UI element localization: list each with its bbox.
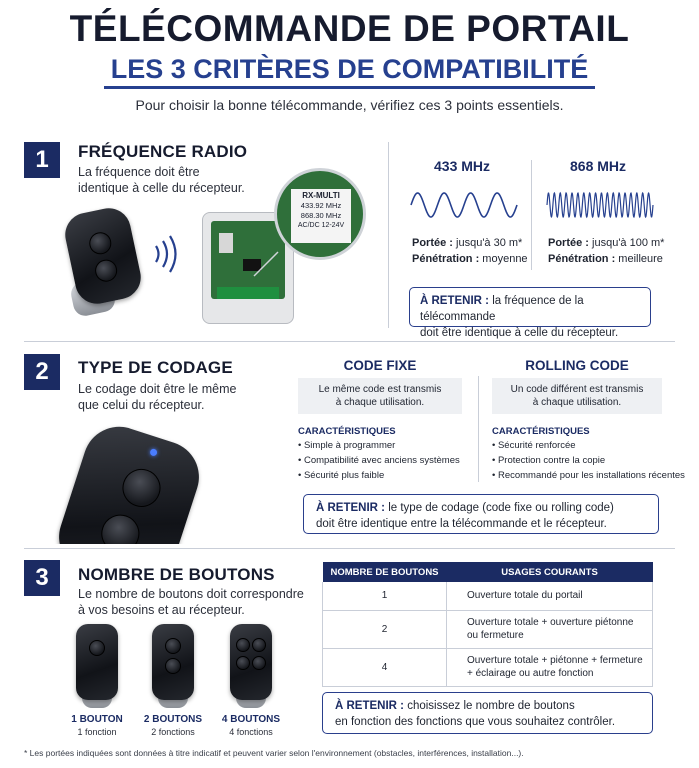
list-item: • Compatibilité avec anciens systèmes [298,455,460,466]
list-item: • Simple à programmer [298,440,396,451]
receiver-label-line4: AC/DC 12-24V [297,222,345,229]
list-item: • Protection contre la copie [492,455,606,466]
remote-large-image [50,418,210,544]
section-2-title: TYPE DE CODAGE [78,358,233,377]
section-3-desc-line2: à vos besoins et au récepteur. [78,603,245,617]
code-fixe-features [298,438,460,483]
freq-divider [531,160,532,270]
subtitle-underline [104,86,595,89]
remote-4-sub: 4 fonctions [229,727,273,737]
freq-868-range: Portée : jusqu'à 100 m* [548,237,665,249]
table-header-usages: USAGES COURANTS [447,562,653,582]
footnote: * Les portées indiquées sont données à titre indicatif et peuvent varier selon l'environnement (obstacles, interférences, installation...). [24,748,524,758]
page-title: TÉLÉCOMMANDE DE PORTAIL [69,8,630,49]
divider-1-2 [24,341,675,342]
table-header-buttons: NOMBRE DE BOUTONS [323,562,447,582]
remote-1-sub: 1 fonction [77,727,117,737]
receiver-zoom-circle [274,168,366,260]
freq-433-penetration: Pénétration : moyenne [412,253,528,265]
page-subtitle: LES 3 CRITÈRES DE COMPATIBILITÉ [110,54,589,84]
section-1-retenir-box: À RETENIR : la fréquence de la télécommande doit être identique à celle du récepteur. [409,287,651,327]
code-fixe-box: Le même code est transmis à chaque utilisation. [298,378,462,414]
buttons-usage-table [322,562,653,687]
receiver-label-line1: RX-MULTI [302,191,340,200]
code-fixe-feat-title: CARACTÉRISTIQUES [298,426,396,437]
wave-433-icon [410,188,518,222]
freq-868-label: 868 MHz [570,158,627,174]
section-3-title: NOMBRE DE BOUTONS [78,565,275,584]
rolling-code-title: ROLLING CODE [525,358,629,373]
remote-1-label: 1 BOUTON [71,714,123,725]
remote-1-button-image [74,624,120,708]
remote-2-buttons-image [150,624,196,708]
coding-divider [478,376,479,482]
section-1-number: 1 [24,142,60,178]
intro-text: Pour choisir la bonne télécommande, vérifiez ces 3 points essentiels. [135,97,564,113]
wave-868-icon [546,188,654,222]
freq-433-label: 433 MHz [434,158,491,174]
section-1-title: FRÉQUENCE RADIO [78,142,248,161]
section-3-desc-line1: Le nombre de boutons doit correspondre [78,587,304,601]
table-row: 4 Ouverture totale + piétonne + fermeture + éclairage ou autre fonction [323,648,653,686]
remote-4-label: 4 BOUTONS [221,714,281,725]
section-1-desc-line2: identique à celle du récepteur. [78,181,245,195]
list-item: • Recommandé pour les installations récentes [492,470,685,481]
list-item: • Sécurité renforcée [492,440,576,451]
divider-2-3 [24,548,675,549]
section-1-desc-line1: La fréquence doit être [78,165,200,179]
section-2-desc-line1: Le codage doit être le même [78,382,237,396]
code-fixe-title: CODE FIXE [343,358,417,373]
zoom-connector [250,250,280,280]
rolling-code-features [492,438,685,483]
section-3-number: 3 [24,560,60,596]
section-1-divider [388,142,389,328]
freq-868-penetration: Pénétration : meilleure [548,253,663,265]
section-3-retenir-box: À RETENIR : choisissez le nombre de boutons en fonction des fonctions que vous souhaitez contrôler. [322,692,653,734]
rolling-code-box: Un code différent est transmis à chaque utilisation. [492,378,662,414]
remote-4-buttons-image [228,624,274,708]
remote-2-sub: 2 fonctions [151,727,195,737]
table-row: 1 Ouverture totale du portail [323,582,653,610]
section-2-number: 2 [24,354,60,390]
signal-waves-icon [150,232,184,276]
section-2-desc-line2: que celui du récepteur. [78,398,205,412]
receiver-label-line2: 433.92 MHz [300,201,342,210]
freq-433-range: Portée : jusqu'à 30 m* [412,237,523,249]
table-row: 2 Ouverture totale + ouverture piétonne ou fermeture [323,610,653,648]
receiver-label-line3: 868.30 MHz [300,211,342,220]
list-item: • Sécurité plus faible [298,470,385,481]
remote-2-label: 2 BOUTONS [143,714,203,725]
section-2-retenir-box: À RETENIR : le type de codage (code fixe ou rolling code) doit être identique entre la télécommande et le récepteur. [303,494,659,534]
remote-2-button-image [66,210,142,316]
rolling-code-feat-title: CARACTÉRISTIQUES [492,426,590,437]
